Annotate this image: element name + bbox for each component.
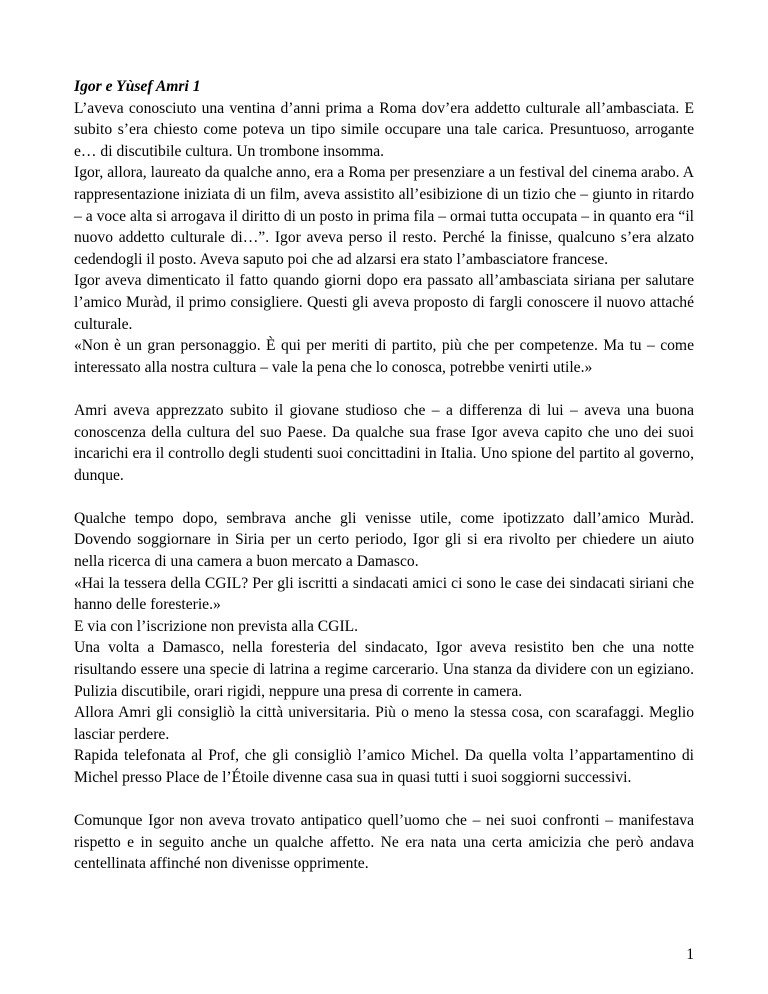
- paragraph: E via con l’iscrizione non prevista alla CGIL.: [74, 617, 359, 635]
- section-gap: [74, 789, 694, 811]
- paragraph: Amri aveva apprezzato subito il giovane studioso che – a differenza di lui – aveva una buona conoscenza della cultura del suo Paese. Da qualche sua frase Igor aveva capito che uno dei suoi incarichi era il controllo degli studenti suoi concittadini in Italia. Uno spione del partito al governo, dunque.: [74, 401, 694, 484]
- paragraph: Allora Amri gli consigliò la città universitaria. Più o meno la stessa cosa, con scarafaggi. Meglio lasciar perdere.: [74, 704, 694, 743]
- paragraph: Qualche tempo dopo, sembrava anche gli venisse utile, come ipotizzato dall’amico Muràd. Dovendo soggiornare in Siria per un certo periodo, Igor gli si era rivolto per chiedere un aiuto nella ricerca di una camera a buon mercato a Damasco.: [74, 509, 694, 571]
- story-title: Igor e Yùsef Amri 1: [74, 78, 201, 95]
- paragraph: L’aveva conosciuto una ventina d’anni prima a Roma dov’era addetto culturale all’ambasciata. E subito s’era chiesto come poteva un tipo simile occupare una tale carica. Presuntuoso, arrogante e… di discutibile cultura. Un trombone insomma.: [74, 99, 694, 160]
- page-number: 1: [686, 946, 694, 963]
- paragraph: Rapida telefonata al Prof, che gli consigliò l’amico Michel. Da quella volta l’appartamentino di Michel presso Place de l’Étoile divenne casa sua in quasi tutti i suoi soggiorni successivi.: [74, 747, 694, 786]
- document-body: [74, 76, 694, 875]
- section-gap: [74, 486, 694, 508]
- paragraph: Igor aveva dimenticato il fatto quando giorni dopo era passato all’ambasciata siriana per salutare l’amico Muràd, il primo consigliere. Questi gli aveva proposto di fargli conoscere il nuovo attaché culturale.: [74, 272, 694, 333]
- section-gap: [74, 378, 694, 400]
- paragraph: Una volta a Damasco, nella foresteria del sindacato, Igor aveva resistito ben che una notte risultando essere una specie di latrina a regime carcerario. Una stanza da dividere con un egiziano. Pulizia discutibile, orari rigidi, neppure una presa di corrente in camera.: [74, 639, 694, 700]
- paragraph: Igor, allora, laureato da qualche anno, era a Roma per presenziare a un festival del cinema arabo. A rappresentazione iniziata di un film, aveva assistito all’esibizione di un tizio che – giunto in ritardo – a voce alta si arrogava il diritto di un posto in prima fila – ormai tutta occupata – in quanto era “il nuovo addetto culturale di…”. Igor aveva perso il resto. Perché la finisse, qualcuno s’era alzato cedendogli il posto. Aveva saputo poi che ad alzarsi era stato l’ambasciatore francese.: [74, 164, 694, 268]
- paragraph: Comunque Igor non aveva trovato antipatico quell’uomo che – nei suoi confronti – manifestava rispetto e in seguito anche un qualche affetto. Ne era nata una certa amicizia che però andava centellinata affinché non divenisse opprimente.: [74, 812, 694, 873]
- paragraph: «Hai la tessera della CGIL? Per gli iscritti a sindacati amici ci sono le case dei sindacati siriani che hanno delle foresterie.»: [74, 574, 694, 614]
- paragraph: «Non è un gran personaggio. È qui per meriti di partito, più che per competenze. Ma tu – come interessato alla nostra cultura – vale la pena che lo conosca, potrebbe venirti utile.»: [74, 337, 694, 376]
